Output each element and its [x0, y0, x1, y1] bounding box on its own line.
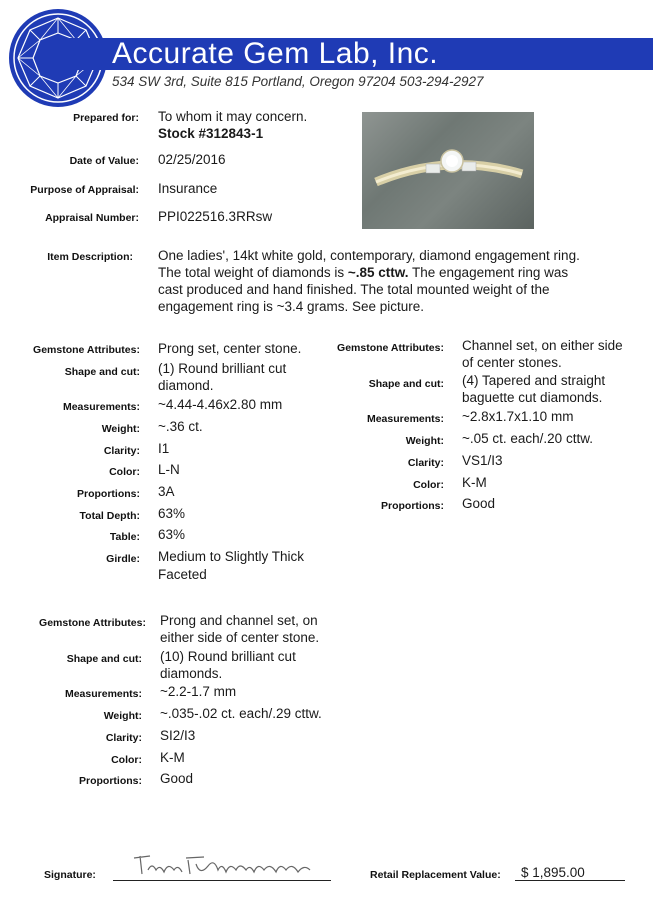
item-text-2a: The total weight of diamonds is: [158, 265, 348, 280]
appraisal-number-label: Appraisal Number:: [45, 212, 139, 224]
retail-value: $ 1,895.00: [521, 865, 585, 880]
gem1-color-label: Color:: [109, 466, 140, 478]
gem1-shape-label: Shape and cut:: [64, 366, 140, 378]
gem3-attributes-label: Gemstone Attributes:: [39, 617, 146, 629]
item-text-2b: ~.85 cttw.: [347, 265, 409, 280]
company-name: Accurate Gem Lab, Inc.: [112, 37, 439, 70]
purpose-label: Purpose of Appraisal:: [30, 184, 139, 196]
retail-value-line: [515, 880, 625, 881]
purpose-value: Insurance: [158, 181, 218, 196]
item-description-line-1: One ladies', 14kt white gold, contemporary, diamond engagement ring.: [158, 248, 580, 263]
gem3-clarity-value: SI2/I3: [160, 728, 196, 743]
gem3-measurements-value: ~2.2-1.7 mm: [160, 684, 237, 699]
gem1-weight-value: ~.36 ct.: [158, 419, 203, 434]
signature-label: Signature:: [44, 869, 96, 881]
gem1-clarity-value: I1: [158, 441, 170, 456]
gem3-color-label: Color:: [111, 754, 142, 766]
gem3-proportions-value: Good: [160, 771, 194, 786]
item-description-line-4: engagement ring is ~3.4 grams. See picture.: [158, 299, 425, 314]
item-description-line-3: cast produced and hand finished. The total mounted weight of the: [158, 282, 550, 297]
gem2-measurements-value: ~2.8x1.7x1.10 mm: [462, 409, 574, 424]
gem2-attributes-label: Gemstone Attributes:: [337, 342, 444, 354]
gem2-attributes-line-1: Channel set, on either side: [462, 338, 623, 353]
gem1-shape-line-2: diamond.: [158, 378, 214, 393]
gem1-shape-line-1: (1) Round brilliant cut: [158, 361, 287, 376]
appraisal-number-value: PPI022516.3RRsw: [158, 209, 273, 224]
gem2-proportions-label: Proportions:: [381, 500, 444, 512]
gem3-weight-label: Weight:: [103, 710, 142, 722]
gem2-color-label: Color:: [413, 479, 444, 491]
gem3-weight-value: ~.035-.02 ct. each/.29 cttw.: [160, 706, 322, 721]
gem1-depth-label: Total Depth:: [79, 510, 140, 522]
gem3-attributes-line-2: either side of center stone.: [160, 630, 320, 645]
gem1-measurements-value: ~4.44-4.46x2.80 mm: [158, 397, 283, 412]
gem3-shape-line-2: diamonds.: [160, 666, 223, 681]
date-label: Date of Value:: [69, 155, 139, 167]
gem3-shape-line-1: (10) Round brilliant cut: [160, 649, 296, 664]
ring-image: [362, 112, 534, 229]
gem3-clarity-label: Clarity:: [105, 732, 142, 744]
gem3-attributes-line-1: Prong and channel set, on: [160, 613, 318, 628]
gem1-depth-value: 63%: [158, 506, 186, 521]
item-text-2c: The engagement ring was: [408, 265, 569, 280]
gem1-attributes-label: Gemstone Attributes:: [33, 344, 140, 356]
ring-photo: [362, 112, 534, 229]
item-description-line-2: [158, 264, 568, 281]
gem2-shape-line-1: (4) Tapered and straight: [462, 373, 606, 388]
gem1-attributes-value: Prong set, center stone.: [158, 341, 302, 356]
gem2-clarity-value: VS1/I3: [462, 453, 503, 468]
gem2-shape-label: Shape and cut:: [368, 378, 444, 390]
gem1-clarity-label: Clarity:: [103, 445, 140, 457]
gem3-measurements-label: Measurements:: [64, 688, 142, 700]
gem1-color-value: L-N: [158, 462, 180, 477]
gem2-shape-line-2: baguette cut diamonds.: [462, 390, 603, 405]
gem2-measurements-label: Measurements:: [366, 413, 444, 425]
gem2-attributes-line-2: of center stones.: [462, 355, 562, 370]
gem2-weight-label: Weight:: [405, 435, 444, 447]
gem1-weight-label: Weight:: [101, 423, 140, 435]
signature-line: [113, 880, 331, 881]
gem3-color-value: K-M: [160, 750, 185, 765]
retail-value-label: Retail Replacement Value:: [370, 869, 501, 881]
gem1-proportions-label: Proportions:: [77, 488, 140, 500]
gem3-proportions-label: Proportions:: [79, 775, 142, 787]
prepared-for-label: Prepared for:: [73, 112, 139, 124]
gem1-table-label: Table:: [109, 531, 140, 543]
prepared-for-value: To whom it may concern.: [158, 109, 308, 124]
gem1-girdle-line-2: Faceted: [158, 567, 207, 582]
stock-number: Stock #312843-1: [158, 126, 264, 141]
gem1-measurements-label: Measurements:: [62, 401, 140, 413]
gem1-girdle-label: Girdle:: [106, 553, 140, 565]
company-address: 534 SW 3rd, Suite 815 Portland, Oregon 97204 503-294-2927: [112, 74, 484, 89]
gem1-table-value: 63%: [158, 527, 186, 542]
gem2-clarity-label: Clarity:: [407, 457, 444, 469]
gem2-proportions-value: Good: [462, 496, 496, 511]
gem2-weight-value: ~.05 ct. each/.20 cttw.: [462, 431, 593, 446]
date-value: 02/25/2016: [158, 152, 226, 167]
item-description-label: Item Description:: [47, 251, 133, 263]
gem3-shape-label: Shape and cut:: [66, 653, 142, 665]
gem2-color-value: K-M: [462, 475, 487, 490]
gem1-proportions-value: 3A: [158, 484, 175, 499]
handwritten-signature: [130, 850, 320, 880]
gem1-girdle-line-1: Medium to Slightly Thick: [158, 549, 305, 564]
